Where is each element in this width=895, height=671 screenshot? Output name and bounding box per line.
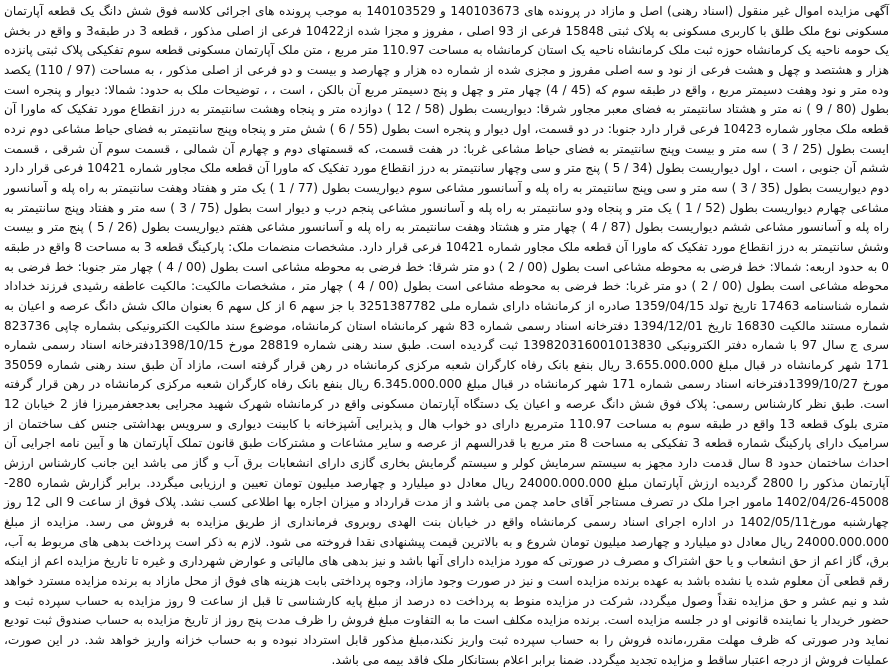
auction-notice-body: آگهی مزایده اموال غیر منقول (اسناد رهنی) اصل و مازاد در پرونده های 140103673 و 140103529 به موجب پرونده های اجرائی کلاسه فوق شش دانگ یک قطعه آپارتمان مسکونی نوع ملک طلق با کاربری مسکونی به پلاک ثبتی 15848 فرعی از 93 اصلی ، مفروز و مجزا شده از10422 فرعی از اصلی مذکور ، قطعه 3 در طبقه3 و واقع در بخش یک حومه ناحیه یک کرمانشاه حوزه ثبت ملک کرمانشاه ناحیه یک استان کرمانشاه به مساحت 110.97 متر مربع ، متن ملک آپارتمان مسکونی قطعه سوم تفکیکی پلاک ثبتی پانزده هزار و هشتصد و چهل و هشت فرعی از نود و سه اصلی مفروز و مجزی شده از شماره ده هزار و چهارصد و بیست و دو فرعی از اصلی مذکور ، به مساحت (97 / 110) یکصد وده متر و نود وهفت دسیمتر مربع ، واقع در طبقه سوم که (45 / 4) چهار متر و چهل و پنج دسیمتر مربع آن بالکن ، است ، ، توضیحات ملک به حدود: شمالا: دیوار و پنجره است بطول (80 / 9 ) نه متر و هشتاد سانتیمتر به فضای معبر مجاور شرقا: دیواریست بطول (58 / 12 ) دوازده متر و پنجاه وهشت سانتیمتر به درز انقطاع مورد تفکیک که ماورا آن قطعه ملک مجاور شماره 10423 فرعی قرار دارد جنوبا: در دو قسمت، اول دیوار و پنجره است بطول (55 / 6 ) شش متر و پنجاه وپنج سانتیمتر به فضای حیاط مشاعی دوم نرده ایست بطول (25 / 3 ) سه متر و بیست وپنج سانتیمتر به فضای حیاط مشاعی غربا: در هفت قسمت، که قسمتهای دوم و چهارم آن شمالی ، قسمت سوم آن شرقی ، قسمت ششم آن جنوبی ، است ، اول دیواریست بطول (34 / 5 ) پنج متر و سی وچهار سانتیمتر به درز انقطاع مورد تفکیک که ماورا آن قطعه ملک مجاور شماره 10421 فرعی قرار دارد دوم دیواریست بطول (35 / 3 ) سه متر و سی وپنج سانتیمتر به راه پله و آسانسور مشاعی سوم دیواریست بطول (77 / 1 ) یک متر و هفتاد وهفت سانتیمتر به راه پله و آسانسور مشاعی چهارم دیواریست بطول (52 / 1 ) یک متر و پنجاه ودو سانتیمتر به راه پله و آسانسور مشاعی پنجم درب و دیوار است بطول (75 / 3 ) سه متر و هفتاد وپنج سانتیمتر به راه پله و آسانسور مشاعی ششم دیواریست بطول (87 / 4 ) چهار متر و هشتاد وهفت سانتیمتر به راه پله و آسانسور مشاعی هفتم دیواریست بطول (26 / 5 ) پنج متر و بیست وشش سانتیمتر به درز انقطاع مورد تفکیک که ماورا آن قطعه ملک مجاور شماره 10421 فرعی قرار دارد. مشخصات منضمات ملک: پارکینگ قطعه 3 به مساحت 8 واقع در طبقه 0 به حدود اربعه: شمالا: خط فرضی به محوطه مشاعی است بطول (00 / 2 ) دو متر شرقا: خط فرضی به محوطه مشاعی است بطول (00 / 4 ) چهار متر جنوبا: خط فرضی به محوطه مشاعی است بطول (00 / 2 ) دو متر غربا: خط فرضی به محوطه مشاعی است بطول (00 / 4 ) چهار متر ، مشخصات مالکیت: مالکیت عاطفه رشیدی فرزند خداداد شماره شناسنامه 17463 تاریخ تولد 1359/04/15 صادره از کرمانشاه دارای شماره ملی 3251387782 با جز سهم 6 از کل سهم 6 بعنوان مالک شش دانگ عرصه و اعیان به شماره مستند مالکیت 16830 تاریخ 1394/12/01 دفترخانه اسناد رسمی شماره 83 شهر کرمانشاه استان کرمانشاه، موضوع سند مالکیت الکترونیکی بشماره چاپی 823736 سری ج سال 97 با شماره دفتر الکترونیکی 139820316001013830 ثبت گردیده است. طبق سند رهنی شماره 28819 مورخ 1398/10/15دفترخانه اسناد رسمی شماره 171 شهر کرمانشاه در قبال مبلغ 3.655.000.000 ریال بنفع بانک رفاه کارگران شعبه مرکزی کرمانشاه در رهن قرار گرفته است، مازاد آن طبق سند رهنی شماره 35059 مورخ 1399/10/27دفترخانه اسناد رسمی شماره 171 شهر کرمانشاه در قبال مبلغ 6.345.000.000 ریال بنفع بانک رفاه کارگران شعبه مرکزی کرمانشاه در رهن قرار گرفته است. طبق نظر کارشناس رسمی: پلاک فوق شش دانگ عرصه و اعیان یک دستگاه آپارتمان مسکونی واقع در کرمانشاه شهرک شهید مجرایی بعدجعفرمیرزا فاز 2 خیابان 12 متری بلوک قطعه 13 واقع در طبقه سوم به مساحت 110.97 مترمربع دارای دو خواب هال و پذیرایی آشپزخانه با کابینت دیواری و سرویس بهداشتی جنس کف ساختمان از سرامیک دارای پارکینگ شماره قطعه 3 تفکیکی به مساحت 8 متر مربع با قدرالسهم از عرصه و سایر مشاعات و مشترکات طبق قانون تملک آپارتمان ها و آیین نامه اجرایی آن احداث ساختمان حدود 8 سال قدمت دارد مجهز به سیستم سرمایش کولر و سیستم گرمایش بخاری گازی دارای انشعابات برق آب و گاز می باشد این جانب کارشناس ارزش آپارتمان مذکور را 2800 گردیده ارزش آپارتمان مبلغ 24000.000.000 ریال معادل دو میلیارد و چهارصد میلیون تومان تعیین و ارزیابی میگردد. برابر گزارش شماره 280-45008-1402/04/26 مامور اجرا ملک در تصرف مستاجر آقای حامد چمن می باشد و از مدت قرارداد و میزان اجاره بها اطلاعی کسب نشد. پلاک فوق از ساعت 9 الی 12 روز چهارشنبه مورخ1402/05/11 در اداره اجرای اسناد رسمی کرمانشاه واقع در خیابان بنت الهدی روبروی فرمانداری از طریق مزایده به فروش می رسد. مزایده از مبلغ 24000.000.000 ریال معادل دو میلیارد و چهارصد میلیون تومان شروع و به بالاترین قیمت پیشنهادی نقدا فروخته می شود. لازم به ذکر است پرداخت بدهی های مربوط به آب، برق، گاز اعم از حق انشعاب و یا حق اشتراک و مصرف در صورتی که مورد مزایده دارای آنها باشد و نیز بدهی های مالیاتی و عوارض شهرداری و غیره تا تاریخ مزایده اعم از اینکه رقم قطعی آن معلوم شده یا نشده باشد به عهده برنده مزایده است و نیز در صورت وجود مازاد، وجوه پرداختی بابت هزینه های فوق از محل مازاد به برنده مزایده مسترد خواهد شد و نیم عشر و حق مزایده نقداً وصول میگردد، شرکت در مزایده منوط به پرداخت ده درصد از مبلغ پایه کارشناسی تا قبل از ساعت 9 روز مزایده به حساب سپرده ثبت و حضور خریدار یا نماینده قانونی او در جلسه مزایده است. برنده مزایده مکلف است ما به التفاوت مبلغ فروش را ظرف مدت پنج روز از تاریخ مزایده به حساب صندوق ثبت تودیع نماید ودر صورتی که ظرف مهلت مقرر،مانده فروش را به حساب سپرده ثبت واریز نکند،مبلغ مذکور قابل استرداد نبوده و به حساب خزانه واریز خواهد شد. در این صورت، عملیات فروش از درجه اعتبار ساقط و مزایده تجدید میگردد. ضمنا برابر اعلام بستانکار ملک فاقد بیمه می باشد. [4, 4, 890, 667]
